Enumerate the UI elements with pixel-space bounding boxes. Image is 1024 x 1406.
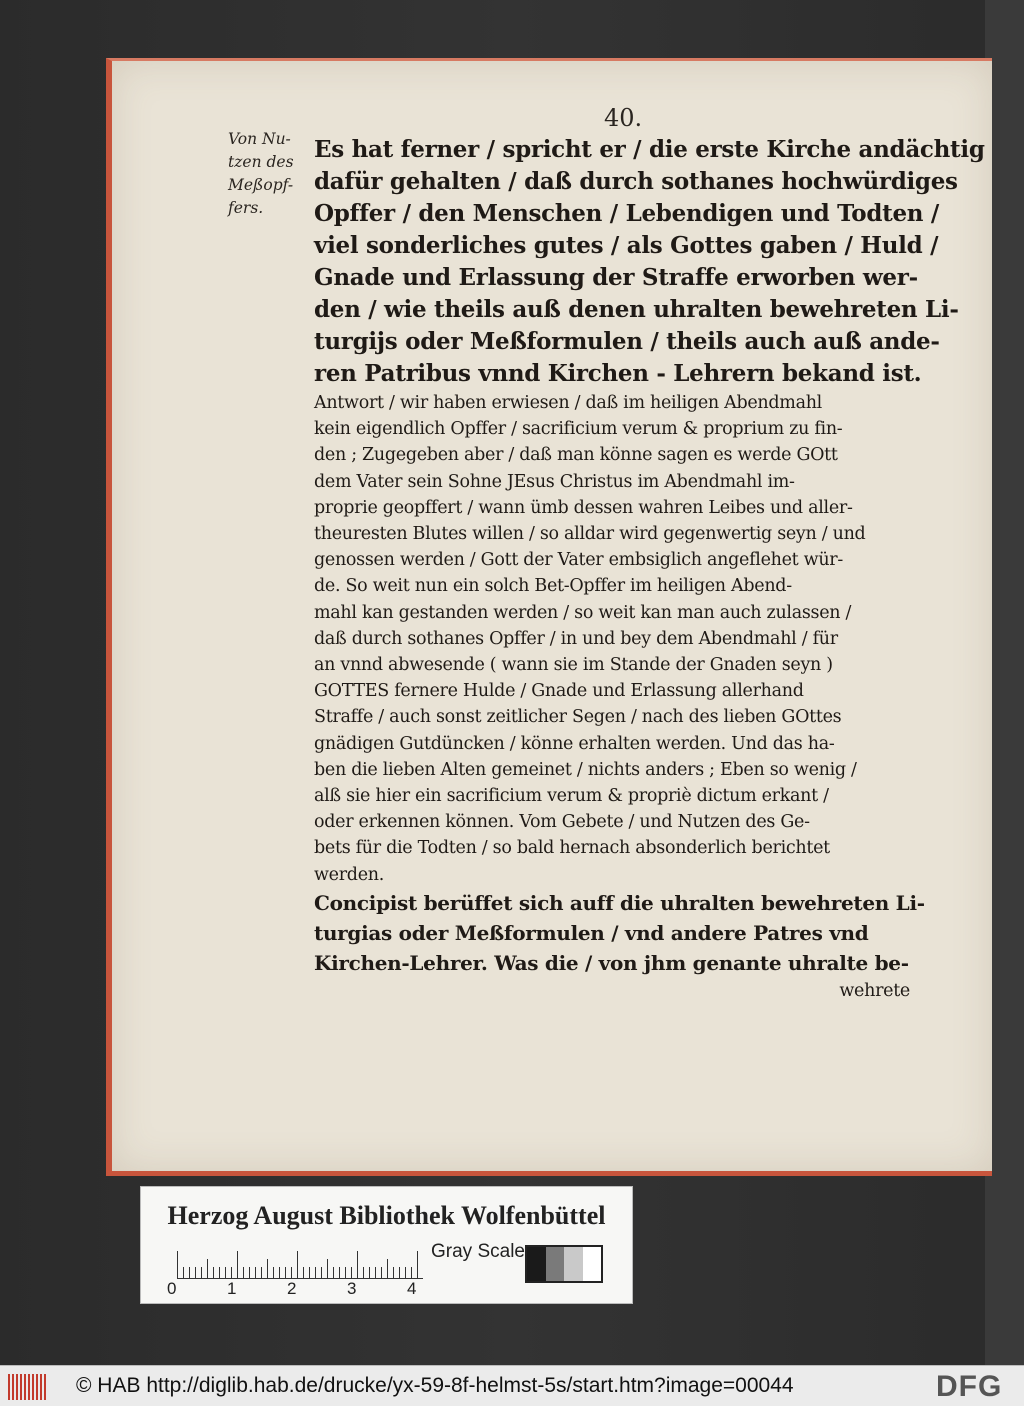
ruler-tick [339,1267,340,1279]
ruler-tick [327,1259,328,1279]
ruler-tick [333,1267,334,1279]
text-line: Es hat ferner / spricht er / die erste Kirche andächtig [314,136,985,163]
ruler-tick [297,1251,298,1279]
text-line: Opffer / den Menschen / Lebendigen und Todten / [314,200,940,227]
marginal-line: fers. [228,199,264,217]
library-scale-card [140,1186,633,1304]
ruler-tick [315,1267,316,1279]
ruler-tick [189,1267,190,1279]
text-line: ren Patribus vnnd Kirchen - Lehrern bekand ist. [314,360,922,387]
ruler-tick [405,1267,406,1279]
text-line: viel sonderliches gutes / als Gottes gaben / Huld / [314,232,939,259]
ruler-tick [369,1267,370,1279]
marginal-note [228,128,316,220]
text-line: turgias oder Meßformulen / vnd andere Patres vnd [314,920,869,945]
ruler-number: 4 [407,1279,417,1298]
ruler-tick [363,1267,364,1279]
ruler-tick [387,1259,388,1279]
ruler-tick [195,1267,196,1279]
ruler-tick [393,1267,394,1279]
text-line: Gnade und Erlassung der Straffe erworben wer- [314,264,918,291]
ruler-tick [291,1267,292,1279]
ruler-number: 3 [347,1279,357,1298]
ruler-tick [321,1267,322,1279]
text-line: kein eigendlich Opffer / sacrificium verum & proprium zu fin- [314,419,843,440]
text-line: de. So weit nun ein solch Bet-Opffer im heiligen Abend- [314,576,792,597]
ruler-tick [357,1251,358,1279]
text-line: dafür gehalten / daß durch sothanes hochwürdiges [314,168,958,195]
ruler-number: 2 [287,1279,297,1298]
barcode-bar [40,1374,42,1400]
text-line: theuresten Blutes willen / so alldar wird gegenwertig seyn / und [314,524,866,545]
ruler-tick [207,1259,208,1279]
ruler-tick [345,1267,346,1279]
text-line: oder erkennen können. Vom Gebete / und Nutzen des Ge- [314,812,810,833]
text-line: Concipist berüffet sich auff die uhralten bewehreten Li- [314,890,925,915]
ruler-tick [303,1267,304,1279]
text-line: werden. [314,864,384,885]
text-line: gnädigen Gutdüncken / könne erhalten werden. Und das ha- [314,733,835,754]
text-line: bets für die Todten / so bald hernach absonderlich berichtet [314,838,830,859]
gray-swatch [527,1247,546,1281]
ruler-tick [183,1267,184,1279]
marginal-line: Von Nu- [228,130,291,148]
text-line: wehrete [839,980,910,1001]
main-text [314,134,985,1004]
library-name: Herzog August Bibliothek Wolfenbüttel [167,1201,606,1230]
ruler-tick [399,1267,400,1279]
ruler-tick [417,1251,418,1279]
ruler-tick [411,1267,412,1279]
gray-scale-label: Gray Scale [431,1241,525,1262]
text-line: Kirchen-Lehrer. Was die / von jhm genante uhralte be- [314,950,909,975]
dfg-logo: DFG [936,1370,1003,1403]
text-line: GOTTES fernere Hulde / Gnade und Erlassung allerhand [314,681,804,702]
barcode-bar [32,1374,34,1400]
gray-scale-swatches [525,1245,603,1283]
ruler-tick [237,1251,238,1279]
barcode-bar [8,1374,10,1400]
barcode-bar [16,1374,18,1400]
ruler-numbers [167,1279,427,1299]
ruler-tick [285,1267,286,1279]
ruler-tick [213,1267,214,1279]
barcode-bar [20,1374,22,1400]
barcode-bar [44,1374,46,1400]
ruler-tick [267,1259,268,1279]
ruler-tick [375,1267,376,1279]
ruler-tick [177,1251,178,1279]
ruler-tick [231,1267,232,1279]
footer-bar [0,1365,1024,1406]
ruler [177,1249,423,1279]
barcode-bar [24,1374,26,1400]
text-line: den ; Zugegeben aber / daß man könne sagen es werde GOtt [314,445,838,466]
text-line: turgijs oder Meßformulen / theils auch auß ande- [314,328,940,355]
ruler-number: 1 [227,1279,237,1298]
ruler-tick [255,1267,256,1279]
marginal-line: tzen des [228,153,294,171]
ruler-tick [243,1267,244,1279]
text-line: proprie geopffert / wann ümb dessen wahren Leibes und aller- [314,497,853,518]
text-line: Straffe / auch sonst zeitlicher Segen / nach des lieben GOttes [314,707,842,728]
ruler-tick [279,1267,280,1279]
barcode-bar [36,1374,38,1400]
ruler-tick [351,1267,352,1279]
gray-swatch [564,1247,583,1281]
ruler-tick [225,1267,226,1279]
text-line: genossen werden / Gott der Vater embsiglich angeflehet wür- [314,550,843,571]
ruler-tick [273,1267,274,1279]
text-line: mahl kan gestanden werden / so weit kan man auch zulassen / [314,602,852,623]
text-line: alß sie hier ein sacrificium verum & propriè dictum erkant / [314,786,829,807]
copyright-url[interactable]: © HAB http://diglib.hab.de/drucke/yx-59-8f-helmst-5s/start.htm?image=00044 [76,1374,794,1397]
gray-swatch [546,1247,565,1281]
ruler-tick [201,1267,202,1279]
ruler-number: 0 [167,1279,177,1298]
barcode-bar [12,1374,14,1400]
text-line: den / wie theils auß denen uhralten bewehreten Li- [314,296,959,323]
ruler-tick [249,1267,250,1279]
ruler-tick [261,1267,262,1279]
text-line: daß durch sothanes Opffer / in und bey dem Abendmahl / für [314,628,838,649]
ruler-tick [309,1267,310,1279]
gray-swatch [583,1247,602,1281]
barcode-bar [28,1374,30,1400]
text-line: Antwort / wir haben erwiesen / daß im heiligen Abendmahl [314,393,822,413]
text-line: dem Vater sein Sohne JEsus Christus im Abendmahl im- [314,471,795,492]
ruler-tick [381,1267,382,1279]
ruler-tick [219,1267,220,1279]
marginal-line: Meßopf- [228,176,294,194]
text-line: an vnnd abwesende ( wann sie im Stande der Gnaden seyn ) [314,655,833,676]
barcode-icon [8,1374,48,1400]
page-number: 40. [604,104,643,132]
text-line: ben die lieben Alten gemeinet / nichts anders ; Eben so wenig / [314,759,857,780]
